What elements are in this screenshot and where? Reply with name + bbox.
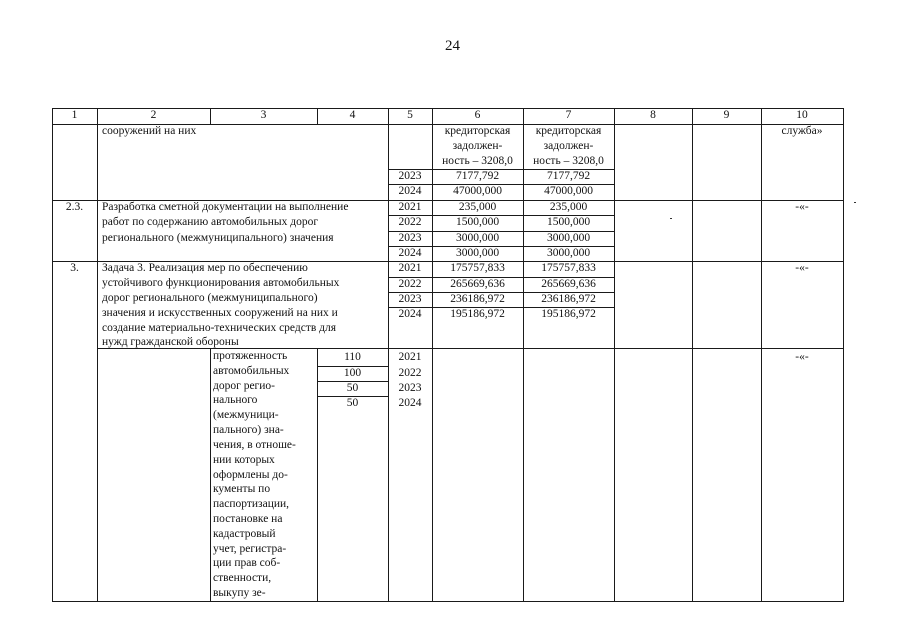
indicator-description-line: учет, регистра- xyxy=(213,542,287,555)
column-divider xyxy=(614,108,615,602)
amount-cell: 3000,000 xyxy=(455,247,500,259)
indicator-value: 50 xyxy=(346,382,359,394)
amount-cell: 235,000 xyxy=(549,201,588,213)
row-description-line: Разработка сметной документации на выполнение xyxy=(102,201,349,213)
amount-cell: 1500,000 xyxy=(455,216,500,228)
year-cell: 2024 xyxy=(398,397,422,409)
continuation-col7-note-line: кредиторская xyxy=(535,125,602,137)
amount-cell: 47000,000 xyxy=(544,185,593,197)
indicator-value: 50 xyxy=(346,397,359,409)
year-cell: 2021 xyxy=(398,201,422,213)
header-col-8: 8 xyxy=(650,109,656,121)
indicator-description-line: нии которых xyxy=(213,453,275,466)
column-divider xyxy=(692,108,693,602)
amount-cell: 236186,972 xyxy=(541,293,596,305)
amount-cell: 235,000 xyxy=(458,201,497,213)
ditto-mark: -«- xyxy=(795,351,809,363)
year-cell: 2021 xyxy=(398,262,422,274)
row-description-line: Задача 3. Реализация мер по обеспечению xyxy=(102,262,308,274)
amount-cell: 3000,000 xyxy=(455,232,500,244)
header-col-10: 10 xyxy=(796,109,808,121)
indicator-description-line: протяженность xyxy=(213,350,288,362)
year-cell: 2022 xyxy=(398,367,422,379)
continuation-col6-note-line: кредиторская xyxy=(444,125,511,137)
row-description-line: создание материально-технических средств для xyxy=(102,322,337,334)
header-col-6: 6 xyxy=(474,109,481,121)
header-col-7: 7 xyxy=(565,109,572,121)
amount-cell: 7177,792 xyxy=(455,170,500,182)
table-right-border xyxy=(843,108,844,602)
header-col-9: 9 xyxy=(723,109,730,121)
continuation-col6-note-line: задолжен- xyxy=(452,140,503,152)
year-cell: 2022 xyxy=(398,216,422,228)
indicator-description-line: автомобильных xyxy=(213,364,290,377)
continuation-description: сооружений на них xyxy=(102,125,197,137)
amount-cell: 195186,972 xyxy=(450,308,505,320)
year-cell: 2023 xyxy=(398,382,422,394)
row-description-line: регионального (межмуниципального) значения xyxy=(102,232,334,244)
row-description-line: нужд гражданской обороны xyxy=(102,336,239,348)
ditto-mark: -«- xyxy=(795,262,809,274)
indicator-description-line: оформлены до- xyxy=(213,468,288,481)
indicator-description-line: паспортизации, xyxy=(213,498,290,511)
amount-cell: 7177,792 xyxy=(546,170,591,182)
amount-cell: 175757,833 xyxy=(541,262,596,274)
row-description-line: устойчивого функционирования автомобильных xyxy=(102,277,340,289)
row-description-line: значения и искусственных сооружений на них и xyxy=(102,307,338,319)
amount-cell: 47000,000 xyxy=(453,185,502,197)
amount-cell: 3000,000 xyxy=(546,247,591,259)
header-col-1: 1 xyxy=(71,109,78,121)
table-bottom-border xyxy=(52,601,844,602)
indicator-description-line: постановке на xyxy=(213,512,283,525)
amount-cell: 265669,636 xyxy=(541,278,596,290)
indicator-value: 110 xyxy=(344,351,361,363)
header-col-5: 5 xyxy=(407,109,413,121)
amount-cell: 3000,000 xyxy=(546,232,591,244)
year-cell: 2021 xyxy=(398,351,422,363)
table-left-border xyxy=(52,108,53,602)
amount-cell: 265669,636 xyxy=(450,278,505,290)
year-cell: 2024 xyxy=(398,185,422,197)
indicator-description-line: ственности, xyxy=(213,572,272,585)
year-cell: 2022 xyxy=(398,278,422,290)
indicator-description-line: кументы по xyxy=(213,483,271,496)
row-number: 3. xyxy=(70,262,79,274)
row-description-line: дорог регионального (межмуниципального) xyxy=(102,292,318,304)
year-cell: 2023 xyxy=(398,293,422,305)
indicator-description-line: пального) зна- xyxy=(213,424,284,437)
year-cell: 2023 xyxy=(398,232,422,244)
continuation-col7-note-line: задолжен- xyxy=(543,140,594,152)
continuation-col7-note-line: ность – 3208,0 xyxy=(533,155,604,167)
ditto-mark: -«- xyxy=(795,201,809,213)
page-number: 24 xyxy=(445,38,460,54)
row-number: 2.3. xyxy=(65,201,84,213)
header-col-4: 4 xyxy=(349,109,356,121)
header-col-3: 3 xyxy=(260,109,267,121)
indicator-description-line: кадастровый xyxy=(213,527,276,540)
year-cell: 2024 xyxy=(398,247,422,259)
indicator-description-line: выкупу зе- xyxy=(213,587,266,599)
indicator-description-line: (межмуници- xyxy=(213,409,279,422)
indicator-description-line: ции прав соб- xyxy=(213,557,281,570)
year-cell: 2024 xyxy=(398,308,422,320)
scan-speck xyxy=(854,202,856,203)
amount-cell: 236186,972 xyxy=(450,293,505,305)
amount-cell: 175757,833 xyxy=(450,262,505,274)
continuation-col6-note-line: ность – 3208,0 xyxy=(442,155,513,167)
indicator-description-line: чения, в отноше- xyxy=(213,438,296,451)
column-divider xyxy=(97,108,98,602)
scan-speck xyxy=(670,218,672,219)
indicator-description-line: дорог регио- xyxy=(213,379,275,392)
column-divider xyxy=(210,348,211,602)
indicator-description-line: нального xyxy=(213,394,258,407)
header-col-2: 2 xyxy=(150,109,157,121)
amount-cell: 195186,972 xyxy=(541,308,596,320)
amount-cell: 1500,000 xyxy=(546,216,591,228)
year-cell: 2023 xyxy=(398,170,422,182)
row-description-line: работ по содержанию автомобильных дорог xyxy=(102,216,319,228)
indicator-value: 100 xyxy=(343,367,362,379)
continuation-responsible: служба» xyxy=(781,125,823,137)
